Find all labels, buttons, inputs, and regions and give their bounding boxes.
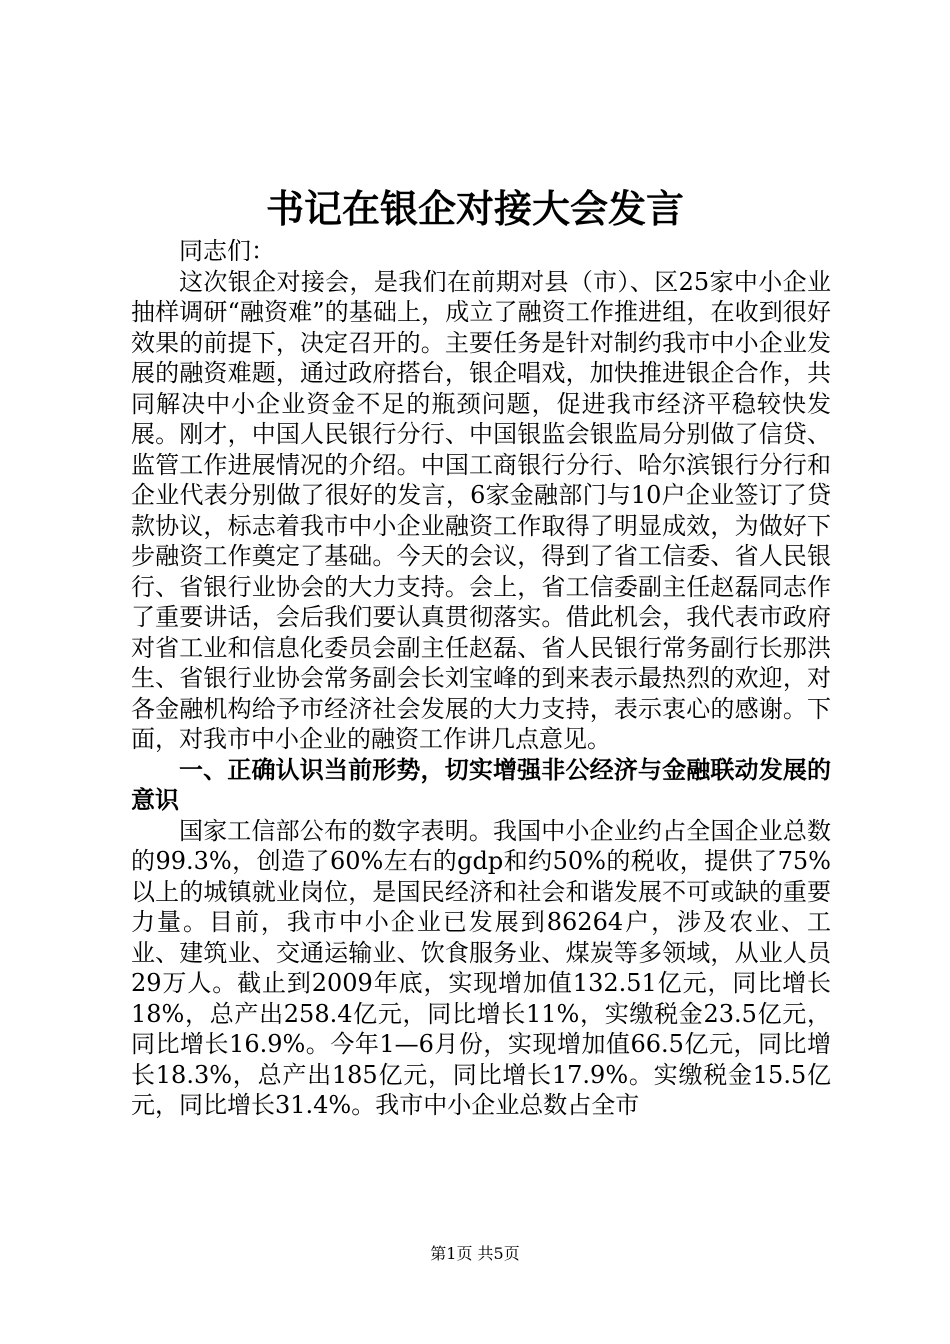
section-heading: 一、正确认识当前形势，切实增强非公经济与金融联动发展的意识: [131, 755, 831, 814]
salutation: 同志们：: [179, 237, 275, 265]
document-title: 书记在银企对接大会发言: [265, 186, 684, 231]
paragraph-section-1: 国家工信部公布的数字表明。我国中小企业约占全国企业总数的99.3%，创造了60%左右的gdp和约50%的税收，提供了75%以上的城镇就业岗位，是国民经济和社会和谐发展不可或缺的重要力量。目前，我市中小企业已发展到86264户，涉及农业、工业、建筑业、交通运输业、饮食服务业、煤炭等多领域，从业人员29万人。截止到2009年底，实现增加值132.51亿元，同比增长18%，总产出258.4亿元，同比增长11%，实缴税金23.5亿元，同比增长16.9%。今年1—6月份，实现增加值66.5亿元，同比增长18.3%，总产出185亿元，同比增长17.9%。实缴税金15.5亿元，同比增长31.4%。我市中小企业总数占全市: [131, 816, 831, 1119]
page-footer: 第1页 共5页: [430, 1244, 520, 1263]
document-body: [131, 236, 831, 1121]
paragraph-intro: 这次银企对接会，是我们在前期对县（市）、区25家中小企业抽样调研“融资难”的基础上，成立了融资工作推进组，在收到很好效果的前提下，决定召开的。主要任务是针对制约我市中小企业发展的融资难题，通过政府搭台，银企唱戏，加快推进银企合作，共同解决中小企业资金不足的瓶颈问题，促进我市经济平稳较快发展。刚才，中国人民银行分行、中国银监会银监局分别做了信贷、监管工作进展情况的介绍。中国工商银行分行、哈尔滨银行分行和企业代表分别做了很好的发言，6家金融部门与10户企业签订了贷款协议，标志着我市中小企业融资工作取得了明显成效，为做好下步融资工作奠定了基础。今天的会议，得到了省工信委、省人民银行、省银行业协会的大力支持。会上，省工信委副主任赵磊同志作了重要讲话，会后我们要认真贯彻落实。借此机会，我代表市政府对省工业和信息化委员会副主任赵磊、省人民银行常务副行长那洪生、省银行业协会常务副会长刘宝峰的到来表示最热烈的欢迎，对各金融机构给予市经济社会发展的大力支持，表示衷心的感谢。下面，对我市中小企业的融资工作讲几点意见。: [131, 267, 831, 753]
